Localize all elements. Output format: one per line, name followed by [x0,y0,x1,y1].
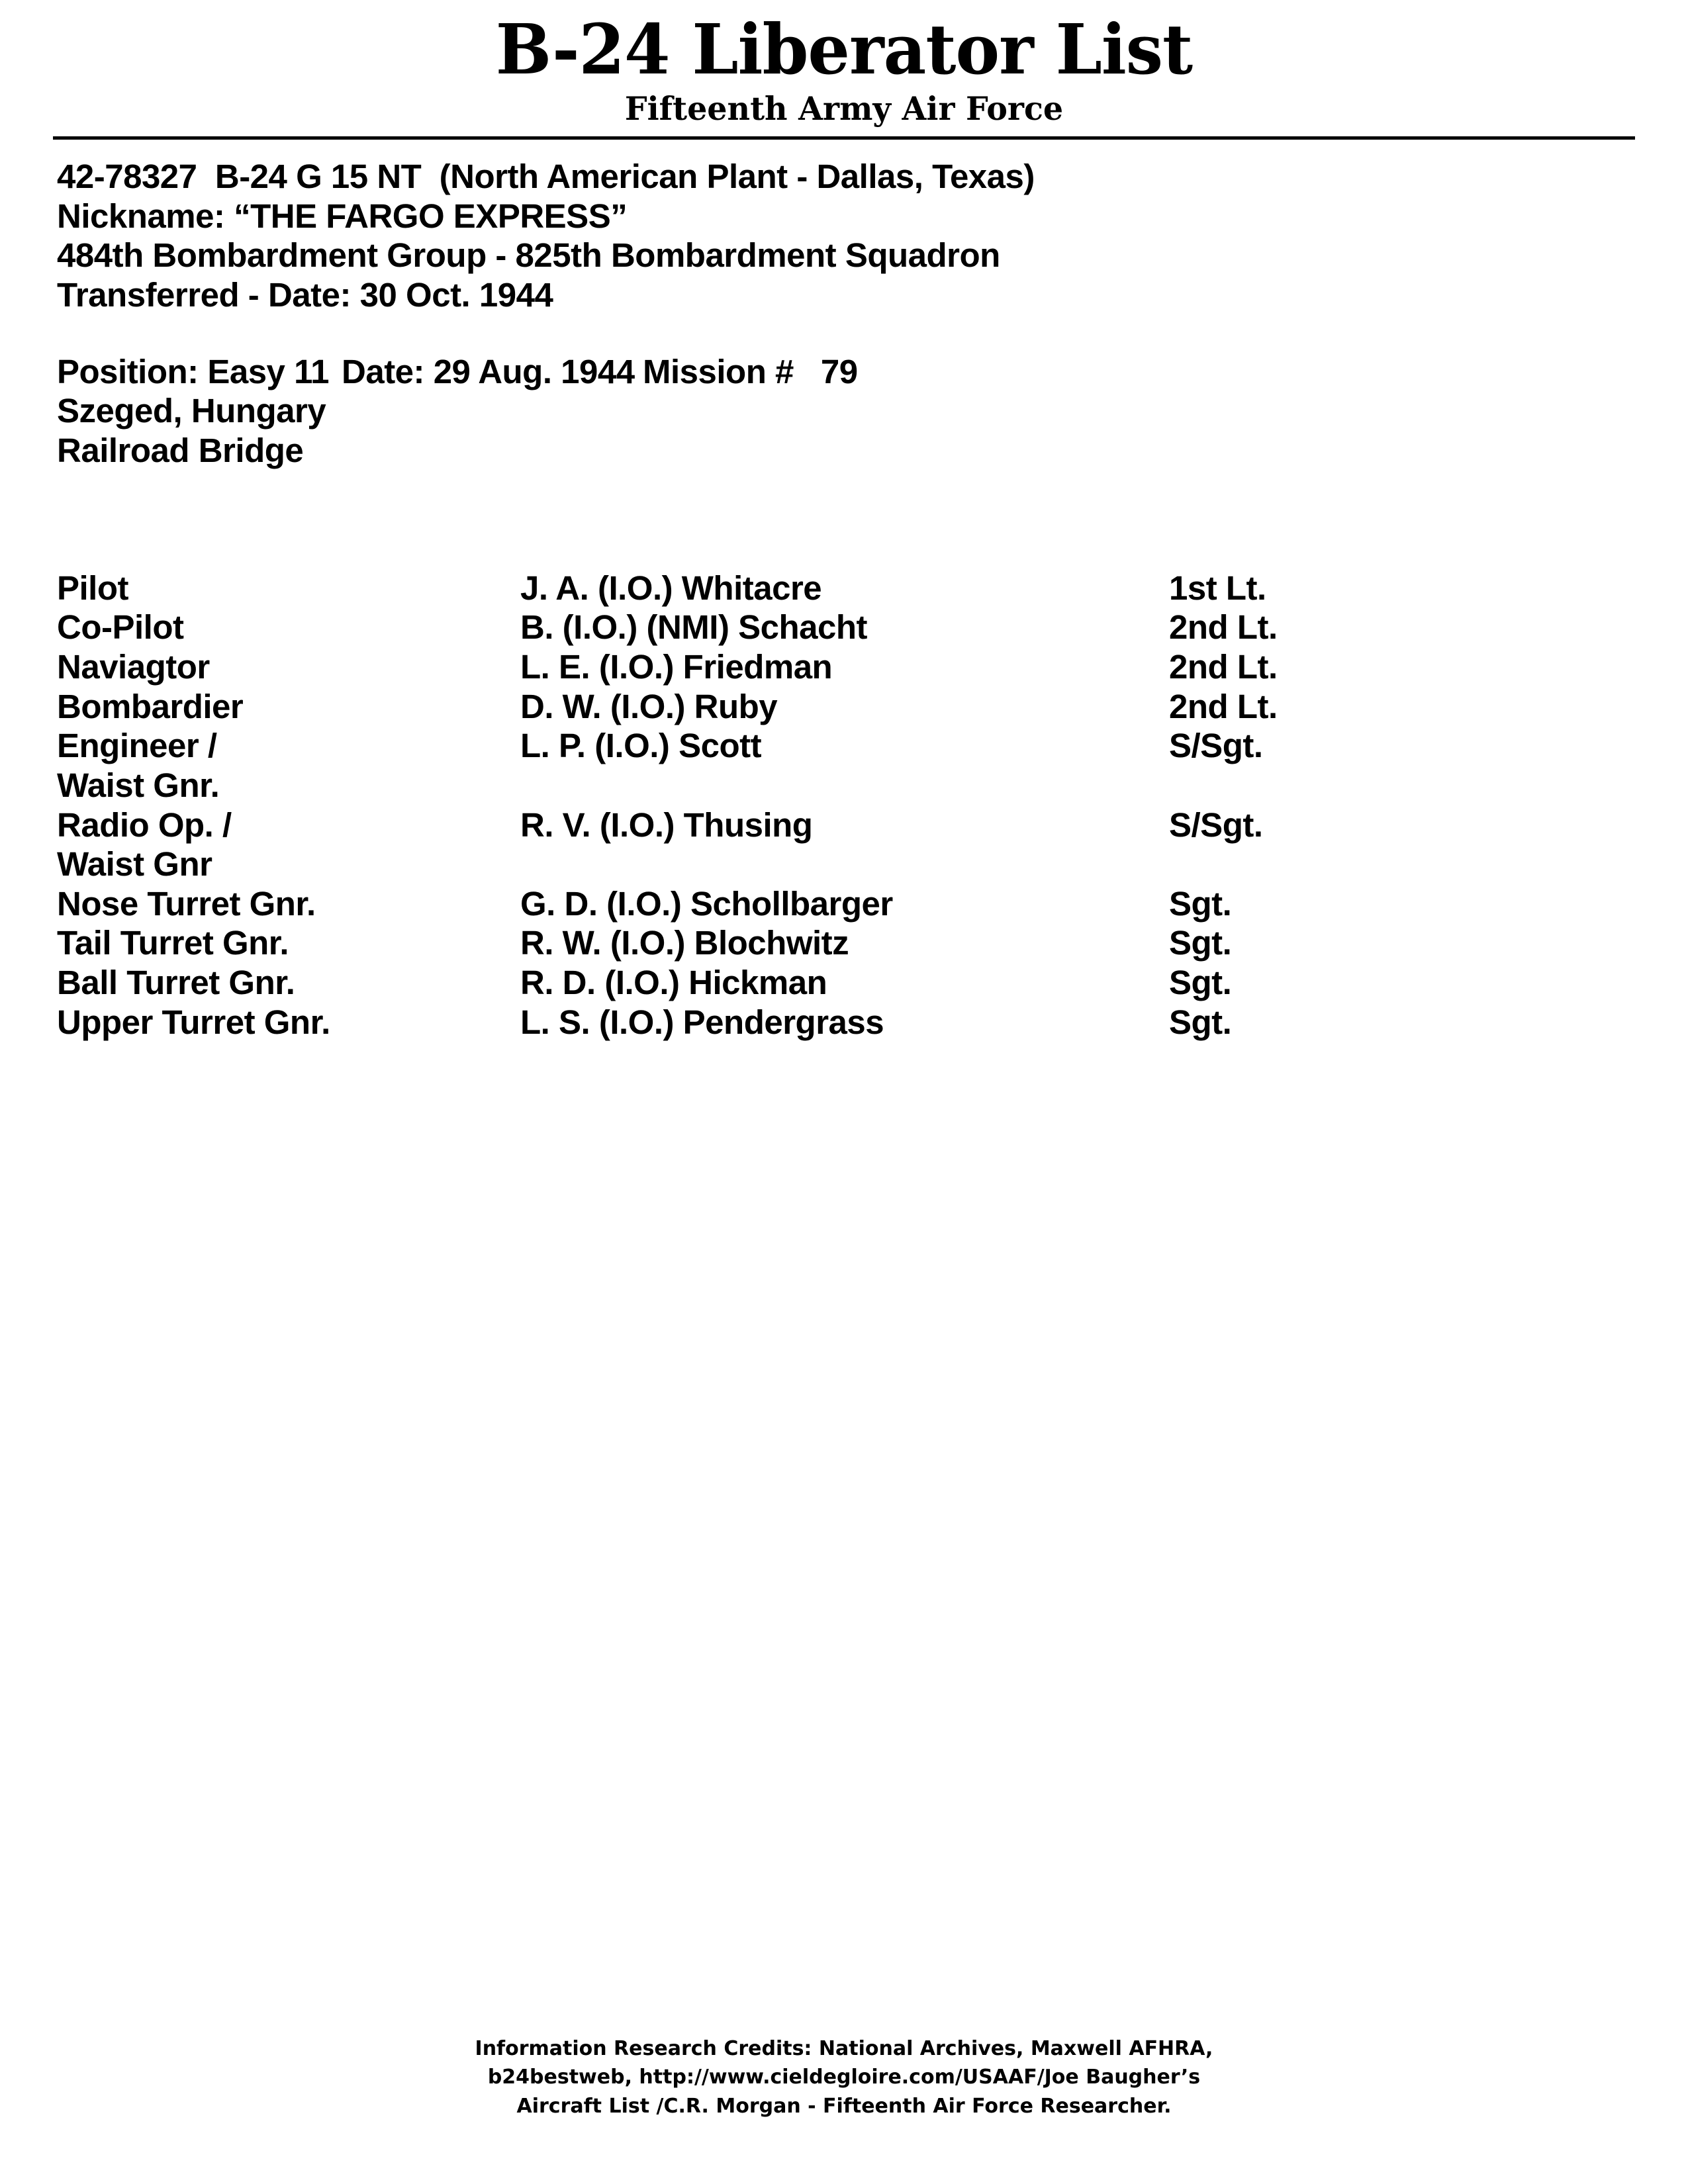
table-row [57,1003,1278,1042]
spacer-after-aircraft [57,315,1688,352]
table-row [57,884,1278,924]
crew-rank: S/Sgt. [1169,805,1263,844]
credits-line-3: Aircraft List /C.R. Morgan - Fifteenth Air Force Researcher. [516,2094,1172,2118]
table-row [57,647,1278,687]
table-row [57,726,1278,805]
crew-name: L. E. (I.O.) Friedman [520,647,833,686]
aircraft-unit-line: 484th Bombardment Group - 825th Bombardment Squadron [57,236,1000,275]
aircraft-nickname-line: Nickname: “THE FARGO EXPRESS” [57,197,628,235]
crew-rank: Sgt. [1169,924,1232,962]
crew-rank: Sgt. [1169,884,1232,923]
table-row [57,608,1278,647]
table-row [57,569,1278,608]
crew-role: Naviagtor [57,647,210,686]
document-body [0,140,1688,1042]
mission-header-row [57,352,1688,392]
mission-position: Position: Easy 11 [57,352,330,390]
table-row [57,923,1278,963]
crew-name: L. P. (I.O.) Scott [520,727,762,765]
crew-name: G. D. (I.O.) Schollbarger [520,884,893,923]
crew-table [57,569,1278,1042]
crew-role: Upper Turret Gnr. [57,1003,330,1041]
crew-role: Tail Turret Gnr. [57,924,289,962]
page-subtitle: Fifteenth Army Air Force [624,89,1064,128]
crew-role: Radio Op. / Waist Gnr [57,805,232,884]
crew-role: Nose Turret Gnr. [57,884,316,923]
page-title: B-24 Liberator List [495,9,1193,90]
crew-name: R. W. (I.O.) Blochwitz [520,924,849,962]
crew-rank: 2nd Lt. [1169,647,1278,686]
crew-rank: S/Sgt. [1169,727,1263,765]
crew-name: J. A. (I.O.) Whitacre [520,569,822,607]
crew-rank: 2nd Lt. [1169,608,1278,647]
crew-name: D. W. (I.O.) Ruby [520,687,778,725]
crew-rank: 2nd Lt. [1169,687,1278,725]
aircraft-id-line: 42-78327 B-24 G 15 NT (North American Plant - Dallas, Texas) [57,157,1035,195]
crew-table-body [57,569,1278,1042]
crew-role: Engineer / Waist Gnr. [57,727,220,804]
crew-name: R. D. (I.O.) Hickman [520,964,827,1002]
table-row [57,687,1278,727]
mission-target-city: Szeged, Hungary [57,392,326,430]
crew-name: B. (I.O.) (NMI) Schacht [520,608,867,647]
crew-rank: 1st Lt. [1169,569,1266,607]
crew-rank: Sgt. [1169,1003,1232,1041]
mission-target-type: Railroad Bridge [57,431,304,469]
credits-line-2: b24bestweb, http://www.cieldegloire.com/USAAF/Joe Baugher’s [487,2066,1201,2089]
masthead [0,0,1688,127]
table-row [57,963,1278,1003]
crew-role: Ball Turret Gnr. [57,964,295,1002]
table-row [57,805,1278,884]
crew-name: R. V. (I.O.) Thusing [520,805,813,844]
crew-role: Pilot [57,569,128,607]
mission-number: Mission # 79 [643,352,858,390]
credits-block [0,2034,1688,2121]
aircraft-status-line: Transferred - Date: 30 Oct. 1944 [57,275,553,314]
mission-date: Date: 29 Aug. 1944 [342,352,635,390]
crew-name: L. S. (I.O.) Pendergrass [520,1003,884,1041]
crew-role: Co-Pilot [57,608,184,647]
crew-role: Bombardier [57,687,244,725]
credits-line-1: Information Research Credits: National Archives, Maxwell AFHRA, [475,2036,1213,2060]
spacer-before-crew [57,471,1688,569]
crew-rank: Sgt. [1169,964,1232,1002]
